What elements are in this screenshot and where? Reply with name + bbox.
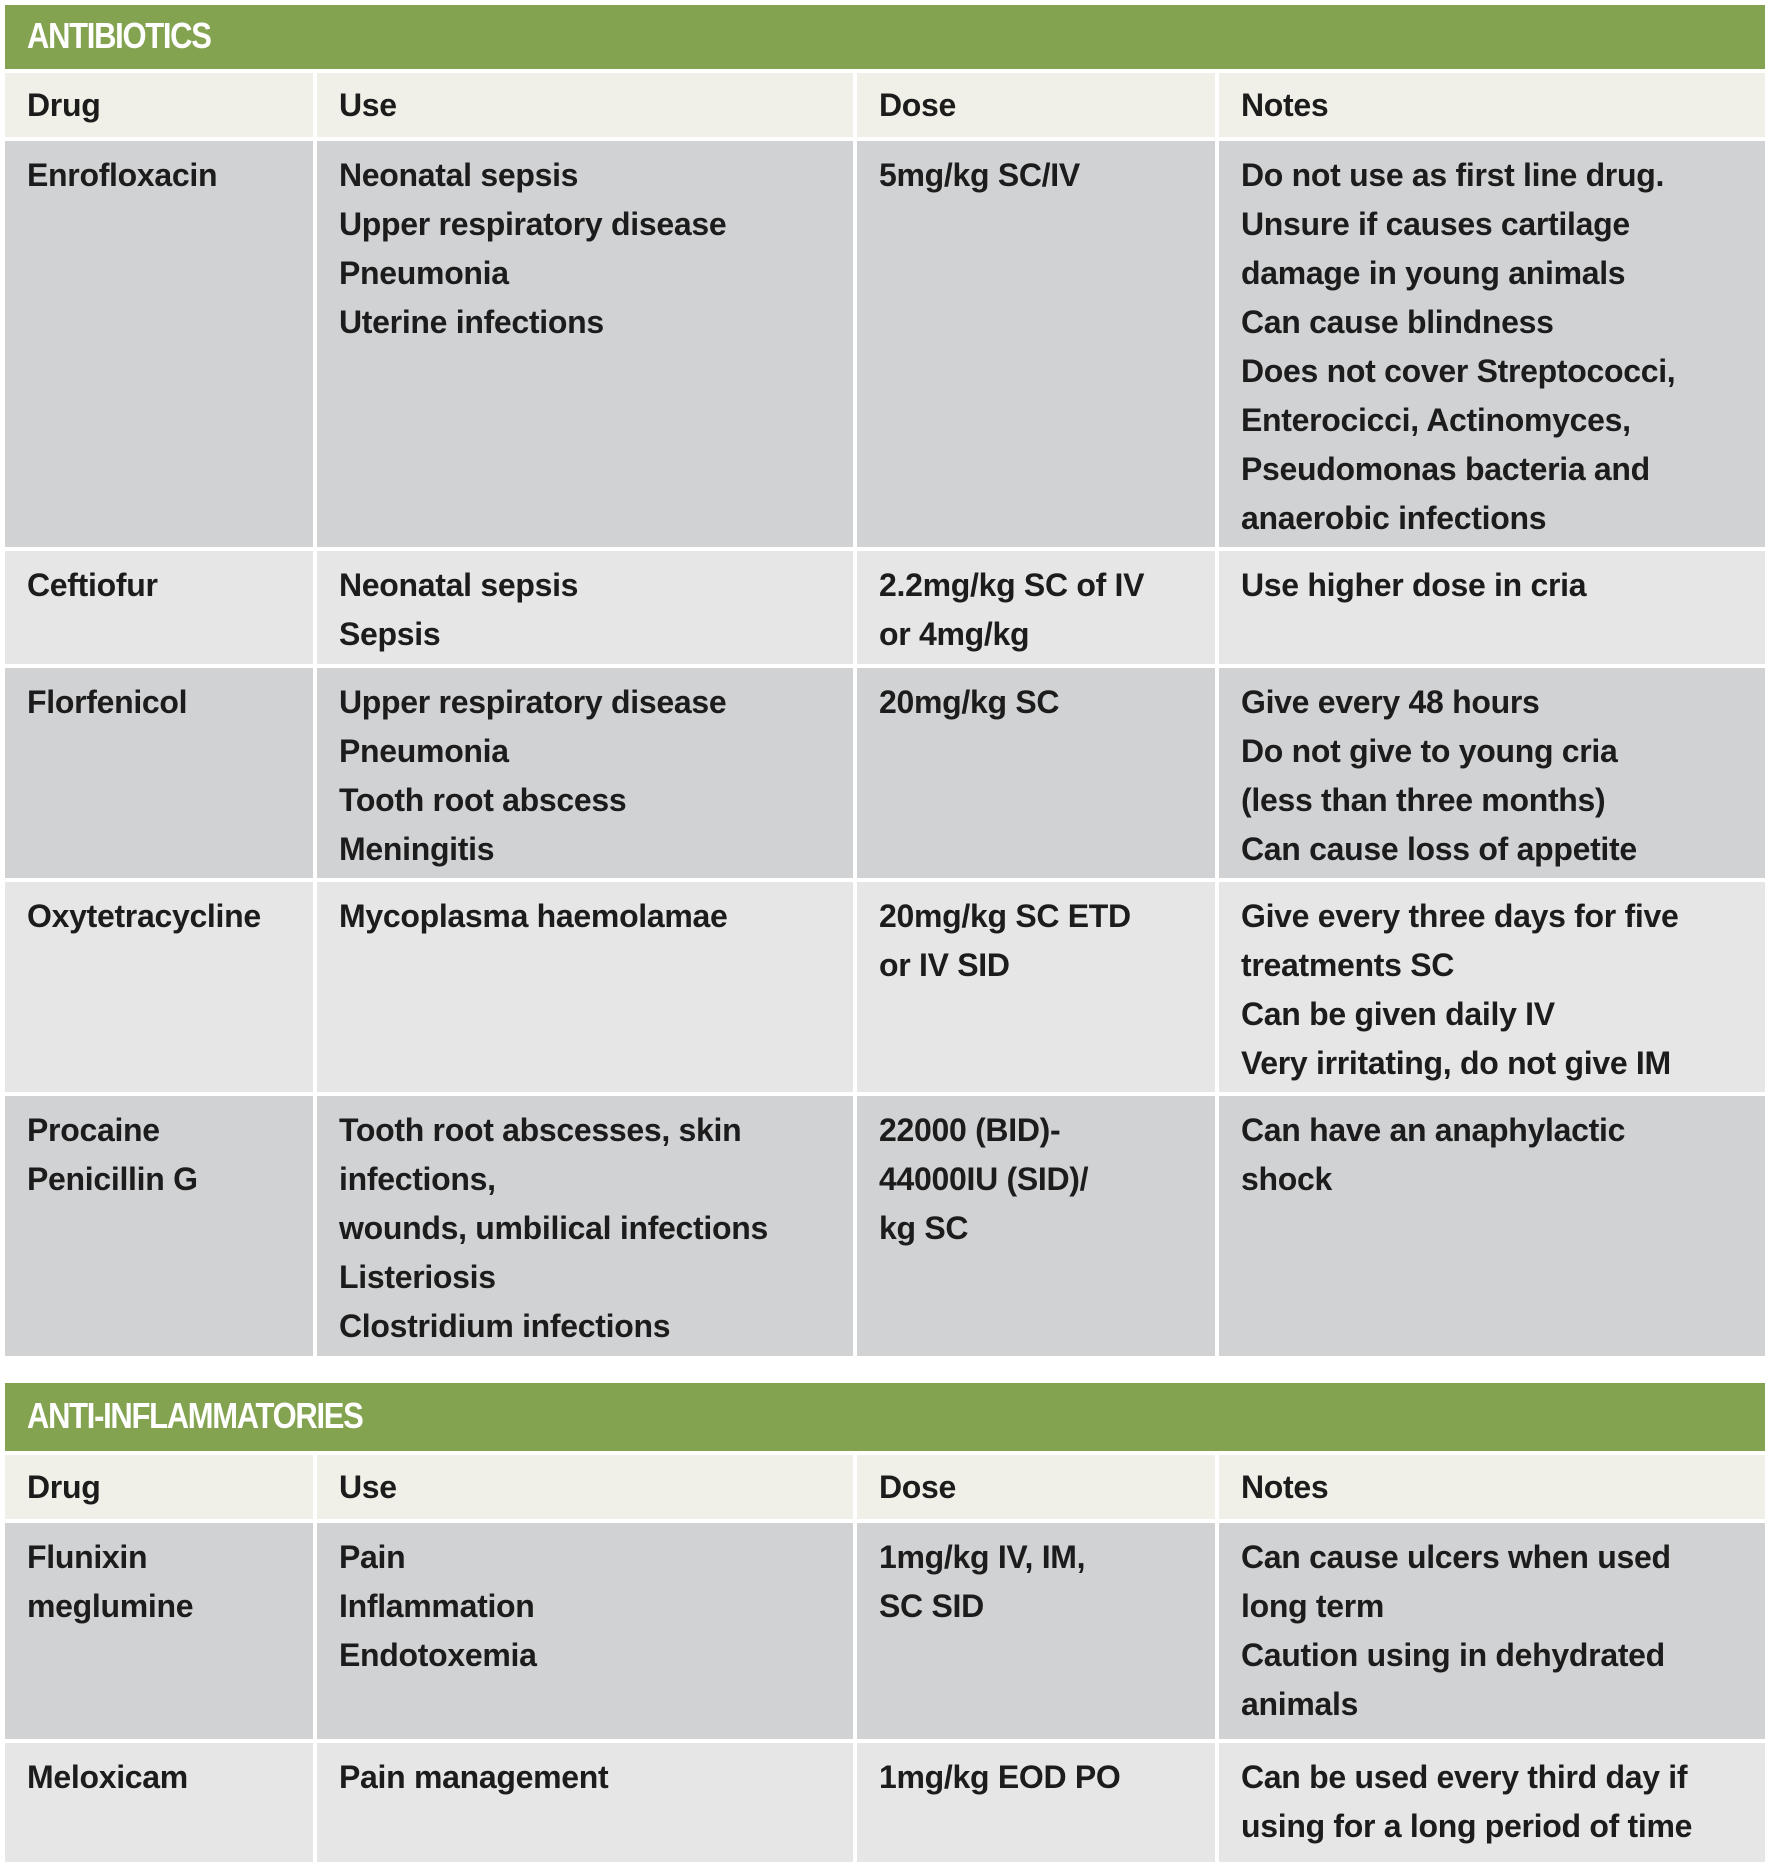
cell-drug <box>5 141 313 547</box>
anti-inflammatories-section <box>5 1383 1765 1862</box>
notes-line: shock <box>1241 1161 1332 1197</box>
notes-line: Caution using in dehydrated <box>1241 1637 1665 1673</box>
use-line: Listeriosis <box>339 1259 496 1295</box>
use-line: wounds, umbilical infections <box>339 1210 768 1246</box>
use-line: infections, <box>339 1161 496 1197</box>
cell-drug <box>5 1523 313 1739</box>
use-line: Endotoxemia <box>339 1637 537 1673</box>
table-row <box>5 668 1765 878</box>
notes-line: Pseudomonas bacteria and <box>1241 451 1650 487</box>
section-title: ANTIBIOTICS <box>27 15 211 56</box>
use-line: Inflammation <box>339 1588 535 1624</box>
cell-drug <box>5 1096 313 1356</box>
notes-line: damage in young animals <box>1241 255 1626 291</box>
notes-line: Do not use as first line drug. <box>1241 157 1665 193</box>
dose-line: or 4mg/kg <box>879 616 1030 652</box>
dose-line: 20mg/kg SC ETD <box>879 898 1131 934</box>
cell-notes <box>1219 1523 1765 1739</box>
antibiotics-section <box>5 5 1765 1356</box>
drug-line: Enrofloxacin <box>27 157 218 193</box>
drug-line: Penicillin G <box>27 1161 198 1197</box>
dose-line: 2.2mg/kg SC of IV <box>879 567 1145 603</box>
cell-notes <box>1219 141 1765 547</box>
column-header-drug: Drug <box>5 1455 313 1519</box>
use-line: Meningitis <box>339 831 495 867</box>
cell-use <box>317 141 853 547</box>
cell-use <box>317 1523 853 1739</box>
table-row <box>5 1096 1765 1356</box>
drug-line: Ceftiofur <box>27 567 158 603</box>
notes-line: long term <box>1241 1588 1385 1624</box>
cell-dose <box>857 1096 1215 1356</box>
notes-line: Enterocicci, Actinomyces, <box>1241 402 1631 438</box>
notes-line: Can have an anaphylactic <box>1241 1112 1626 1148</box>
notes-line: Can be used every third day if <box>1241 1759 1688 1795</box>
cell-notes <box>1219 1096 1765 1356</box>
drug-line: Procaine <box>27 1112 160 1148</box>
cell-dose <box>857 551 1215 664</box>
table-row <box>5 551 1765 664</box>
dose-line: kg SC <box>879 1210 969 1246</box>
drug-line: Oxytetracycline <box>27 898 261 934</box>
drug-line: Flunixin <box>27 1539 148 1575</box>
column-header-notes: Notes <box>1219 1455 1765 1519</box>
dose-line: 20mg/kg SC <box>879 684 1060 720</box>
cell-dose <box>857 882 1215 1092</box>
column-header-dose: Dose <box>857 1455 1215 1519</box>
use-line: Clostridium infections <box>339 1308 671 1344</box>
notes-line: animals <box>1241 1686 1359 1722</box>
table-header-row <box>5 1455 1765 1519</box>
cell-drug <box>5 882 313 1092</box>
notes-line: Does not cover Streptococci, <box>1241 353 1676 389</box>
drug-line: Meloxicam <box>27 1759 188 1795</box>
cell-use <box>317 1096 853 1356</box>
notes-line: Use higher dose in cria <box>1241 567 1587 603</box>
notes-line: using for a long period of time <box>1241 1808 1693 1844</box>
cell-use <box>317 882 853 1092</box>
notes-line: Give every 48 hours <box>1241 684 1540 720</box>
drug-line: Florfenicol <box>27 684 188 720</box>
cell-drug <box>5 551 313 664</box>
notes-line: Can be given daily IV <box>1241 996 1555 1032</box>
dose-line: 1mg/kg EOD PO <box>879 1759 1121 1795</box>
cell-drug <box>5 668 313 878</box>
drug-line: meglumine <box>27 1588 194 1624</box>
cell-dose <box>857 1743 1215 1862</box>
dose-line: 22000 (BID)- <box>879 1112 1061 1148</box>
cell-notes <box>1219 1743 1765 1862</box>
notes-line: Unsure if causes cartilage <box>1241 206 1630 242</box>
table-header-row <box>5 73 1765 137</box>
use-line: Upper respiratory disease <box>339 206 727 242</box>
column-header-notes: Notes <box>1219 73 1765 137</box>
dose-line: 1mg/kg IV, IM, <box>879 1539 1086 1575</box>
cell-drug <box>5 1743 313 1862</box>
use-line: Tooth root abscesses, skin <box>339 1112 742 1148</box>
use-line: Tooth root abscess <box>339 782 627 818</box>
column-header-use: Use <box>317 1455 853 1519</box>
use-line: Pneumonia <box>339 255 509 291</box>
table-body <box>5 1523 1765 1862</box>
table-row <box>5 882 1765 1092</box>
column-header-dose: Dose <box>857 73 1215 137</box>
table-row <box>5 1523 1765 1739</box>
cell-use <box>317 551 853 664</box>
column-header-drug: Drug <box>5 73 313 137</box>
notes-line: Do not give to young cria <box>1241 733 1618 769</box>
use-line: Uterine infections <box>339 304 604 340</box>
section-title: ANTI-INFLAMMATORIES <box>27 1395 363 1436</box>
dose-line: 44000IU (SID)/ <box>879 1161 1089 1197</box>
use-line: Pain <box>339 1539 406 1575</box>
cell-use <box>317 1743 853 1862</box>
notes-line: (less than three months) <box>1241 782 1606 818</box>
use-line: Mycoplasma haemolamae <box>339 898 728 934</box>
notes-line: anaerobic infections <box>1241 500 1547 536</box>
section-header-bar <box>5 1383 1765 1451</box>
dose-line: or IV SID <box>879 947 1010 983</box>
use-line: Sepsis <box>339 616 441 652</box>
cell-dose <box>857 1523 1215 1739</box>
notes-line: Can cause loss of appetite <box>1241 831 1637 867</box>
table-row <box>5 1743 1765 1862</box>
notes-line: Give every three days for five <box>1241 898 1679 934</box>
cell-use <box>317 668 853 878</box>
cell-notes <box>1219 882 1765 1092</box>
notes-line: Can cause blindness <box>1241 304 1554 340</box>
cell-notes <box>1219 668 1765 878</box>
notes-line: Very irritating, do not give IM <box>1241 1045 1671 1081</box>
cell-dose <box>857 141 1215 547</box>
use-line: Neonatal sepsis <box>339 567 579 603</box>
dose-line: SC SID <box>879 1588 984 1624</box>
notes-line: treatments SC <box>1241 947 1455 983</box>
section-header-bar <box>5 5 1765 69</box>
column-header-use: Use <box>317 73 853 137</box>
use-line: Pneumonia <box>339 733 509 769</box>
use-line: Upper respiratory disease <box>339 684 727 720</box>
notes-line: Can cause ulcers when used <box>1241 1539 1671 1575</box>
dose-line: 5mg/kg SC/IV <box>879 157 1080 193</box>
cell-dose <box>857 668 1215 878</box>
table-body <box>5 141 1765 1356</box>
use-line: Pain management <box>339 1759 609 1795</box>
table-row <box>5 141 1765 547</box>
use-line: Neonatal sepsis <box>339 157 579 193</box>
cell-notes <box>1219 551 1765 664</box>
